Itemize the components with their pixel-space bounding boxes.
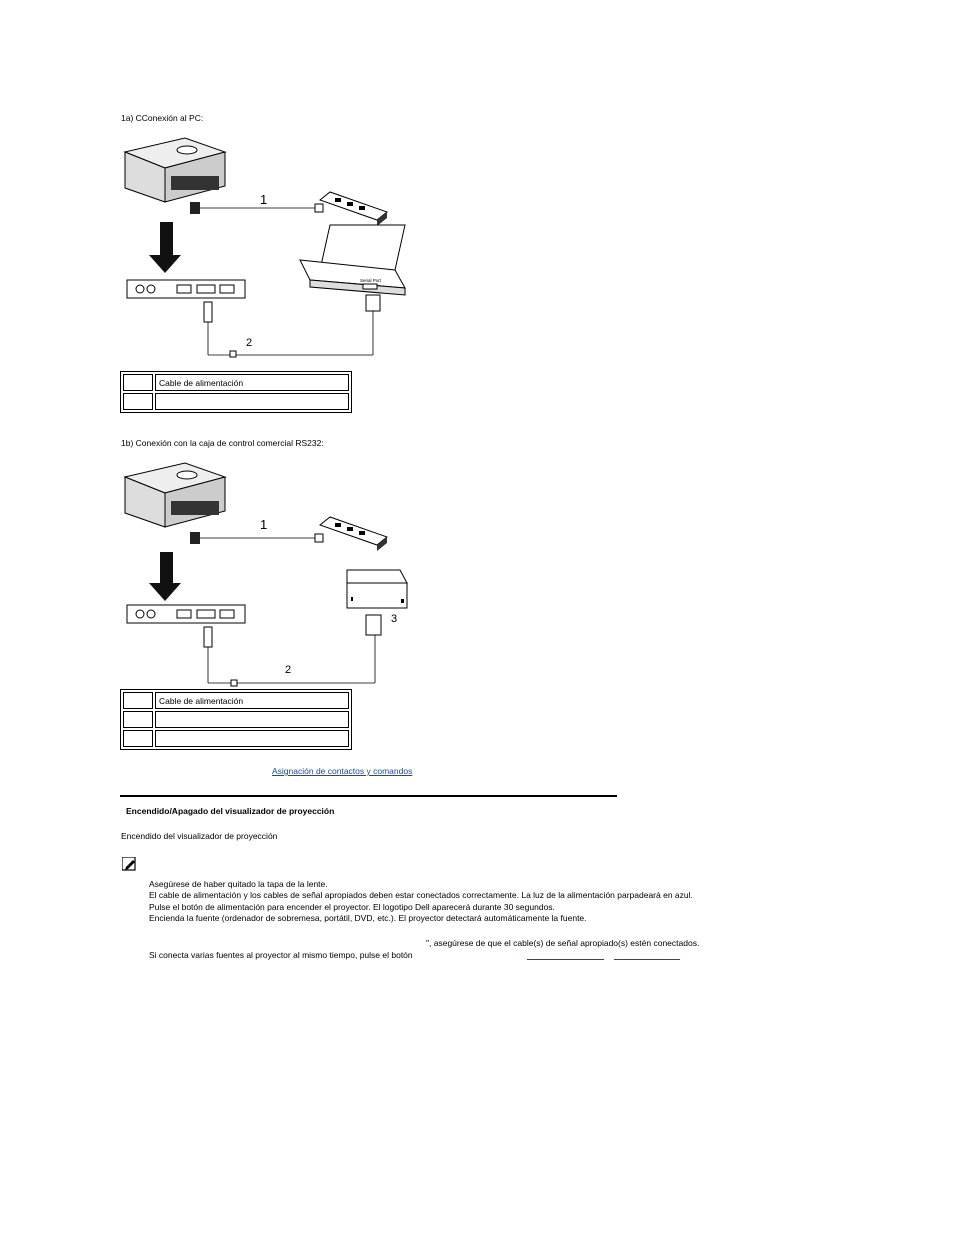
hidden-link-underline[interactable]: [527, 959, 604, 960]
serial-port-label: Serial Port: [360, 278, 382, 283]
projector-icon: [125, 138, 225, 202]
laptop-icon: [300, 225, 405, 295]
pin-assignment-link[interactable]: Asignación de contactos y comandos: [272, 766, 413, 776]
instruction-line-partial: ", asegúrese de que el cable(s) de señal apropiado(s) estén conectados.: [426, 938, 700, 948]
legend-desc: [155, 730, 349, 747]
projector-rear-panel-icon: [127, 605, 245, 623]
legend-table-1b: [120, 689, 352, 750]
legend-desc: [155, 711, 349, 728]
label-1: 1: [260, 192, 268, 207]
caption-1a: 1a) CConexión al PC:: [121, 113, 204, 123]
hidden-link-underline[interactable]: [614, 959, 680, 960]
down-arrow-icon: [149, 222, 181, 273]
legend-num: [123, 711, 153, 728]
power-heading: Encendido/Apagado del visualizador de proyección: [126, 806, 335, 816]
label-2: 2: [246, 337, 253, 349]
legend-row: [123, 374, 349, 391]
legend-num: [123, 692, 153, 709]
instruction-line: Si conecta varias fuentes al proyector al mismo tiempo, pulse el botón: [149, 950, 413, 960]
label-3: 3: [391, 613, 398, 625]
instruction-line: El cable de alimentación y los cables de señal apropiados deben estar conectados correctamente. La luz de la alimentación parpadeará en azul.: [149, 890, 693, 900]
control-box-icon: [347, 570, 407, 608]
legend-num: [123, 730, 153, 747]
control-box-connection-diagram: [115, 455, 415, 690]
power-cable-icon: [190, 532, 323, 544]
projector-icon: [125, 463, 225, 527]
legend-num: [123, 374, 153, 391]
instruction-line: Asegúrese de haber quitado la tapa de la lente.: [149, 879, 328, 889]
power-strip-icon: [320, 517, 387, 551]
legend-row: [123, 730, 349, 747]
projector-rear-panel-icon: [127, 280, 245, 298]
rs232-cable-icon: [204, 615, 381, 686]
legend-desc: Cable de alimentación: [155, 692, 349, 709]
legend-row: [123, 393, 349, 410]
legend-desc: [155, 393, 349, 410]
label-1: 1: [260, 517, 268, 532]
legend-desc: Cable de alimentación: [155, 374, 349, 391]
legend-table-1a: [120, 371, 352, 413]
power-subheading: Encendido del visualizador de proyección: [121, 831, 278, 841]
power-strip-icon: [320, 192, 387, 226]
instruction-line: Pulse el botón de alimentación para encender el proyector. El logotipo Dell aparecerá durante 30 segundos.: [149, 902, 555, 912]
down-arrow-icon: [149, 552, 181, 601]
legend-row: [123, 692, 349, 709]
instruction-line: Encienda la fuente (ordenador de sobremesa, portátil, DVD, etc.). El proyector detectará automáticamente la fuente.: [149, 913, 587, 923]
legend-row: [123, 711, 349, 728]
section-divider: [120, 795, 617, 797]
legend-num: [123, 393, 153, 410]
power-cable-icon: [190, 202, 323, 214]
caption-1b: 1b) Conexión con la caja de control comercial RS232:: [121, 438, 324, 448]
rs232-cable-icon: [204, 295, 380, 357]
pc-connection-diagram: [115, 130, 415, 365]
label-2: 2: [285, 664, 292, 676]
pencil-note-icon: [122, 857, 138, 871]
